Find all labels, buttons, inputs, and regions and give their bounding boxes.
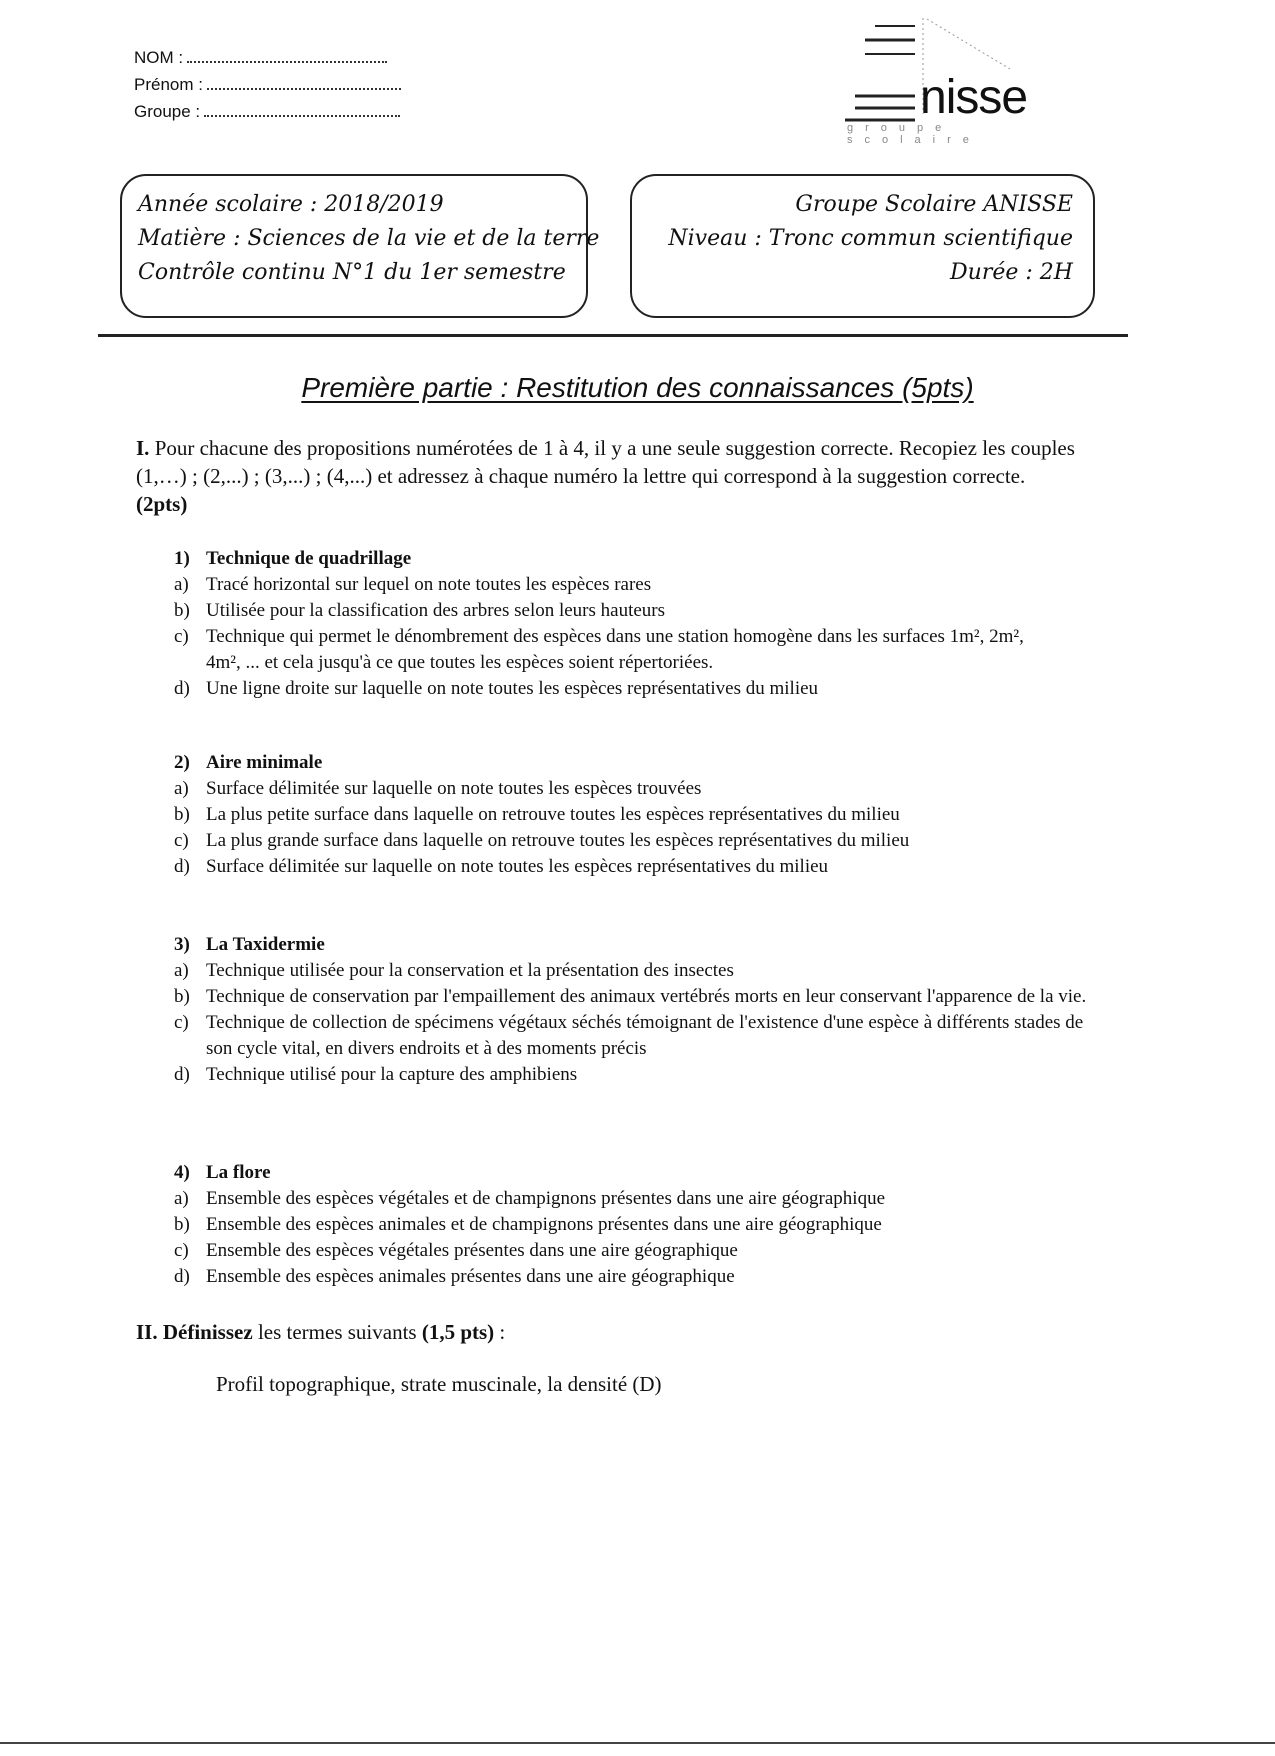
- section-2-colon: :: [499, 1320, 506, 1344]
- question-4-option-c: [174, 1238, 1094, 1264]
- option-letter: d): [174, 1266, 190, 1287]
- school-year: Année scolaire : 2018/2019: [138, 192, 444, 217]
- question-2-option-c: [174, 828, 1094, 854]
- question-2-option-d: [174, 854, 1094, 880]
- option-text: Technique de conservation par l'empaillement des animaux vertébrés morts en leur conservant l'apparence de la vie.: [206, 986, 1087, 1007]
- option-letter: b): [174, 986, 190, 1007]
- question-1-option-d: [174, 676, 1094, 702]
- option-text: Technique utilisée pour la conservation et la présentation des insectes: [206, 960, 734, 981]
- option-text: Ensemble des espèces végétales présentes dans une aire géographique: [206, 1240, 738, 1261]
- option-text: Technique utilisé pour la capture des amphibiens: [206, 1064, 578, 1085]
- question-3-option-c: [174, 1010, 1094, 1062]
- option-letter: d): [174, 1064, 190, 1085]
- question-3-option-b: [174, 984, 1094, 1010]
- option-text: Surface délimitée sur laquelle on note toutes les espèces représentatives du milieu: [206, 856, 829, 877]
- option-text: Ensemble des espèces animales et de champignons présentes dans une aire géographique: [206, 1214, 882, 1235]
- level: Niveau : Tronc commun scientifique: [668, 226, 1073, 251]
- question-3-option-a: [174, 958, 1094, 984]
- header-right-box: [630, 174, 1095, 318]
- prenom-blank: [207, 74, 401, 90]
- part-title: Première partie : Restitution des connaissances (5pts): [301, 372, 974, 403]
- header-left-box: [120, 174, 600, 318]
- section-2-verb: Définissez: [162, 1320, 253, 1344]
- exam-title: Contrôle continu N°1 du 1er semestre: [138, 260, 566, 285]
- question-2-number: 2): [174, 752, 190, 773]
- question-4-option-b: [174, 1212, 1094, 1238]
- option-text: Surface délimitée sur laquelle on note toutes les espèces trouvées: [206, 778, 702, 799]
- option-letter: a): [174, 960, 189, 981]
- question-1-option-c: [174, 624, 1094, 676]
- groupe-label: Groupe :: [134, 102, 201, 121]
- duration: Durée : 2H: [950, 260, 1073, 285]
- option-letter: c): [174, 830, 189, 851]
- school-logo: [845, 14, 1095, 146]
- section-2-instructions: [136, 1318, 1076, 1346]
- groupe-field: [134, 98, 401, 125]
- prenom-field: [134, 71, 401, 98]
- section-1-instructions: [136, 434, 1076, 518]
- question-1: [174, 546, 1094, 702]
- question-4-option-a: [174, 1186, 1094, 1212]
- option-text: Utilisée pour la classification des arbres selon leurs hauteurs: [206, 600, 666, 621]
- groupe-blank: [204, 101, 400, 117]
- section-2-text: les termes suivants: [257, 1320, 417, 1344]
- prenom-label: Prénom :: [134, 75, 203, 94]
- question-4-title: La flore: [206, 1162, 271, 1183]
- page-bottom-edge: [0, 1742, 1275, 1744]
- option-letter: b): [174, 804, 190, 825]
- question-1-number: 1): [174, 548, 190, 569]
- question-2-option-a: [174, 776, 1094, 802]
- section-2-terms: Profil topographique, strate muscinale, la densité (D): [216, 1372, 662, 1396]
- option-text: La plus petite surface dans laquelle on retrouve toutes les espèces représentatives du milieu: [206, 804, 900, 825]
- question-2-option-b: [174, 802, 1094, 828]
- question-1-title: Technique de quadrillage: [206, 548, 412, 569]
- option-letter: d): [174, 678, 190, 699]
- nom-blank: [187, 47, 387, 63]
- question-1-option-b: [174, 598, 1094, 624]
- part-title-wrap: [0, 372, 1275, 404]
- option-text: Technique qui permet le dénombrement des espèces dans une station homogène dans les surfaces 1m², 2m², 4m², ... et cela jusqu'à ce que toutes les espèces soient répertoriées.: [206, 626, 1024, 673]
- option-letter: b): [174, 600, 190, 621]
- subject: Matière : Sciences de la vie et de la terre: [138, 226, 600, 251]
- section-1-points: (2pts): [136, 492, 188, 516]
- nom-label: NOM :: [134, 48, 184, 67]
- question-2-title: Aire minimale: [206, 752, 323, 773]
- section-1-text: Pour chacune des propositions numérotées de 1 à 4, il y a une seule suggestion correcte. Recopiez les couples (1,…) ; (2,...) ; (3,...) ; (4,...) et adressez à chaque numéro la lettre qui correspond à la suggestion correcte.: [136, 436, 1075, 488]
- section-2-label: II.: [136, 1320, 158, 1344]
- section-2-points: (1,5 pts): [421, 1320, 495, 1344]
- option-letter: c): [174, 626, 189, 647]
- question-1-option-a: [174, 572, 1094, 598]
- header-divider: [98, 334, 1128, 337]
- logo-name: nisse: [920, 71, 1028, 124]
- option-text: Tracé horizontal sur lequel on note toutes les espèces rares: [206, 574, 652, 595]
- question-3-option-d: [174, 1062, 1094, 1088]
- question-2: [174, 750, 1094, 880]
- option-letter: c): [174, 1012, 189, 1033]
- option-letter: a): [174, 1188, 189, 1209]
- question-4: [174, 1160, 1094, 1290]
- school-name: Groupe Scolaire ANISSE: [795, 192, 1073, 217]
- option-letter: a): [174, 778, 189, 799]
- option-text: Technique de collection de spécimens végétaux séchés témoignant de l'existence d'une espèce à différents stades de son cycle vital, en divers endroits et à des moments précis: [206, 1012, 1084, 1059]
- option-text: Ensemble des espèces animales présentes dans une aire géographique: [206, 1266, 735, 1287]
- nom-field: [134, 44, 401, 71]
- identity-block: [134, 44, 401, 125]
- option-text: La plus grande surface dans laquelle on retrouve toutes les espèces représentatives du milieu: [206, 830, 910, 851]
- question-3: [174, 932, 1094, 1088]
- option-letter: a): [174, 574, 189, 595]
- logo-subtitle: groupe scolaire: [847, 122, 981, 146]
- option-letter: d): [174, 856, 190, 877]
- question-3-number: 3): [174, 934, 190, 955]
- question-4-option-d: [174, 1264, 1094, 1290]
- question-4-number: 4): [174, 1162, 190, 1183]
- option-text: Une ligne droite sur laquelle on note toutes les espèces représentatives du milieu: [206, 678, 819, 699]
- option-letter: b): [174, 1214, 190, 1235]
- section-1-label: I.: [136, 436, 150, 460]
- question-3-title: La Taxidermie: [206, 934, 325, 955]
- option-text: Ensemble des espèces végétales et de champignons présentes dans une aire géographique: [206, 1188, 885, 1209]
- option-letter: c): [174, 1240, 189, 1261]
